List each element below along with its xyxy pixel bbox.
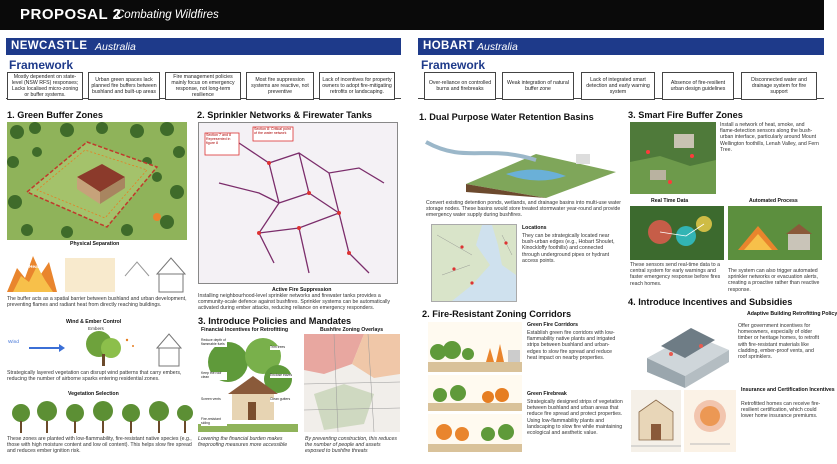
- proposal-subtitle: Combating Wildfires: [116, 9, 219, 21]
- framework-item: Urban green spaces lack planned fire buffers between bushland and built-up areas: [88, 72, 160, 100]
- building-retrofit-diagram: [631, 310, 733, 388]
- insurance-image-2: [684, 390, 736, 452]
- section-title: 2. Fire-Resistant Zoning Corridors: [422, 309, 572, 319]
- buffer-zone-illustration: [7, 122, 187, 240]
- basin-description: Convert existing detention ponds, wetlands, and drainage basins into multi-use water storage nodes. These basins would store treated stormwater year-round and provide emergency water supply during bushfires.: [426, 200, 621, 219]
- water-basin-illustration: [426, 124, 622, 198]
- city-band-newcastle: [6, 38, 401, 55]
- radiant-heat-diagram: [7, 248, 195, 292]
- fin-item: Clean gutters: [270, 398, 296, 402]
- wind-ember-caption: Wind & Ember Control: [66, 319, 122, 325]
- framework-item: Over-reliance on controlled burns and firebreaks: [424, 72, 496, 100]
- fin-item: Keep the roof clean: [201, 372, 227, 380]
- fin-item: Fire-resistant siding: [201, 418, 227, 426]
- buffer-description: The buffer acts as a spatial barrier between bushland and urban development, preventing flames and radiant heat from directly reaching buildings.: [7, 296, 187, 309]
- firebreak-section-diagram-1: [428, 375, 522, 411]
- framework-item: Most fire suppression systems are reactive, not preventive: [246, 72, 314, 100]
- city-country: Australia: [95, 41, 136, 53]
- framework-item: Mostly dependent on state-level (NSW RFS) responses; Lacks localised micro-zoning or buffer systems.: [7, 72, 83, 100]
- page-header: [0, 0, 824, 30]
- financial-incentive-text: Lowering the financial burden makes fireproofing measures more accessible: [198, 436, 288, 449]
- proposal-title: PROPOSAL 2: [20, 6, 122, 23]
- section-title: 1. Dual Purpose Water Retention Basins: [419, 112, 594, 122]
- realtime-data-image: [630, 206, 724, 260]
- framework-item: Weak integration of natural buffer zone: [502, 72, 574, 100]
- green-corridor-text: Establish green fire corridors with low-flammability native plants and irrigated strips between bushland and urban-edges to slow fire spread and reduce heat impact on nearby properties.: [527, 330, 616, 361]
- fin-item: Enclose eaves: [270, 374, 296, 378]
- realtime-text: These sensors send real-time data to a central system for early warnings and faster emergency response before fires reach homes.: [630, 262, 721, 287]
- green-corridor-title: Green Fire Corridors: [527, 322, 579, 328]
- fin-item: Reduce depth of flammable fuels: [201, 338, 226, 346]
- section-title: 3. Introduce Policies and Mandates: [198, 316, 352, 326]
- physical-separation-caption: Physical Separation: [70, 241, 120, 247]
- zoning-overlay-text: By preventing construction, this reduces the number of people and assets exposed to bushfire threats: [305, 436, 397, 455]
- framework-title: Framework: [421, 58, 486, 72]
- vegetation-caption: Vegetation Selection: [68, 391, 119, 397]
- automated-label: Automated Process: [749, 198, 798, 204]
- vegetation-diagram: [7, 399, 195, 433]
- map-label-sections: Section 7 and 8 Represented in figure 8: [206, 133, 231, 145]
- framework-item: Disconnected water and drainage system for fire support: [741, 72, 817, 100]
- section-title: 1. Green Buffer Zones: [7, 110, 103, 120]
- sensor-aerial-image: [630, 122, 716, 194]
- insurance-image-1: [631, 390, 681, 452]
- retrofit-policy-title: Adaptive Building Retrofitting Policy: [747, 311, 837, 317]
- zoning-overlay-caption: Bushfire Zoning Overlays: [320, 327, 384, 333]
- financial-incentives-caption: Financial Incentives for Retrofitting: [201, 327, 289, 333]
- hobart-location-map: [431, 224, 517, 302]
- automated-process-image: [728, 206, 822, 260]
- locations-text: They can be strategically located near bush-urban edges (e.g., Hobart Shoulet, Kinockloffy foothills) and connected through underground pipes or hydrant access points.: [522, 233, 615, 264]
- section-title: 3. Smart Fire Buffer Zones: [628, 110, 743, 120]
- city-country: Australia: [477, 41, 518, 53]
- embers-label: Embers: [88, 326, 104, 331]
- retrofit-policy-text: Offer government incentives for homeowners, especially of older timber or heritage homes, to retrofit with fire-resistant materials like cladding, ember-proof vents, and roof sprinklers.: [738, 323, 820, 361]
- section-title: 2. Sprinkler Networks & Firewater Tanks: [197, 110, 372, 120]
- automated-text: The system can also trigger automated sprinkler networks or evacuation alerts, creating a proactive rather than reactive response.: [728, 268, 820, 293]
- vegetation-description: These zones are planted with low-flammability, fire-resistant native species (e.g., those with high moisture content and low oil content). This helps slow fire spread and reduces ember ignition risk.: [7, 436, 192, 455]
- fin-item: Trim trees: [270, 346, 296, 350]
- locations-title: Locations: [522, 225, 547, 231]
- active-suppression-text: Installing neighbourhood-level sprinkler networks and firewater tanks provides a community-scale defence against bushfires. Sprinkler systems can be automatically activated during ember attacks, reducing reliance on emergency responders.: [198, 293, 391, 312]
- zoning-overlay-map: [304, 334, 400, 432]
- firebreak-title: Green Firebreak: [527, 391, 567, 397]
- wind-ember-diagram: [7, 326, 195, 366]
- fin-item: Screen vents: [201, 398, 227, 402]
- section-title: 4. Introduce Incentives and Subsidies: [628, 297, 793, 307]
- radiant-heat-label: Radiant Heat: [11, 264, 40, 269]
- insurance-title: Insurance and Certification Incentives: [741, 387, 835, 393]
- framework-item: Lack of integrated smart detection and early warning system: [581, 72, 655, 100]
- active-suppression-caption: Active Fire Suppression: [272, 287, 332, 293]
- green-corridor-section-diagram: [428, 322, 522, 372]
- city-name: HOBART: [423, 40, 475, 52]
- framework-item: Absence of fire-resilient urban design guidelines: [662, 72, 734, 100]
- firebreak-text: Strategically designed strips of vegetation between bushland and urban areas that reduce fire spread and protect properties. Using low-flammability plants and landscaping to slow fire while maintaining ecological and aesthetic value.: [527, 399, 623, 437]
- water-network-map: [198, 122, 398, 284]
- framework-item: Lack of incentives for property owners to adopt fire-mitigating retrofits or landscaping.: [319, 72, 395, 100]
- firebreak-section-diagram-2: [428, 414, 522, 452]
- framework-title: Framework: [9, 58, 74, 72]
- city-band-hobart: [418, 38, 824, 55]
- smart-buffer-intro: Install a network of heat, smoke, and flame-detection sensors along the bush-urban interface, particularly around Mount Wellington foothills, Lenah Valley, and Fern Tree.: [720, 122, 819, 153]
- city-name: NEWCASTLE: [11, 40, 88, 52]
- insurance-text: Retrofitted homes can receive fire-resilient certification, which could lower home insurance premiums.: [741, 401, 821, 420]
- framework-item: Fire management policies mainly focus on emergency response, not long-term resilience: [165, 72, 241, 100]
- wind-description: Strategically layered vegetation can disrupt wind patterns that carry embers, reducing the number of airborne sparks entering residential zones.: [7, 370, 182, 383]
- wind-label: Wind: [8, 340, 19, 345]
- map-label-critical: Section 8: Critical point of the water network: [254, 127, 291, 135]
- realtime-label: Real Time Data: [651, 198, 689, 204]
